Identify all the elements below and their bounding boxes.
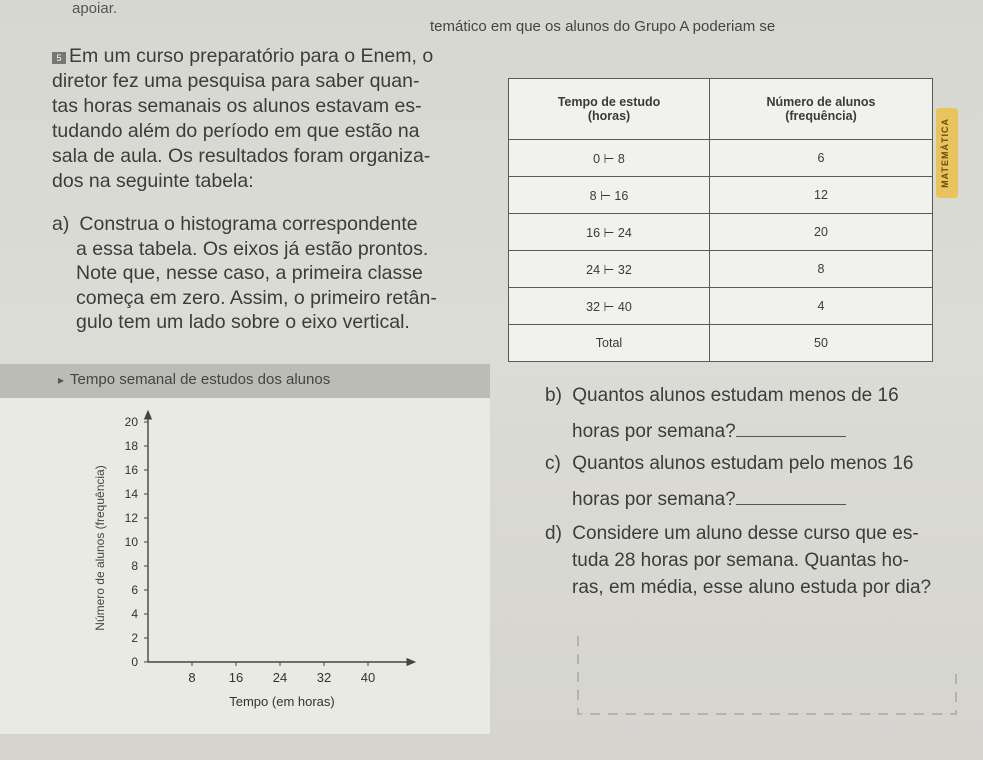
answer-blank-c[interactable] [736,490,846,505]
intro-line: diretor fez uma pesquisa para saber quan- [52,70,420,92]
y-tick-label: 6 [131,583,138,597]
item-b-label: b) [545,385,562,406]
y-tick-label: 12 [124,511,138,525]
x-axis-label: Tempo (em horas) [229,694,335,709]
table-cell-count: 6 [710,140,933,177]
item-a-line: começa em zero. Assim, o primeiro retân- [76,286,437,309]
intro-line: 5 Em um curso preparatório para o Enem, o [52,44,497,69]
item-d-label: d) [545,523,562,544]
intro-line: dos na seguinte tabela: [52,170,254,192]
table-cell-count: 8 [710,251,933,288]
table-cell-count: 12 [710,177,933,214]
y-tick-label: 2 [131,631,138,645]
table-cell-count: 20 [710,214,933,251]
table-row [509,140,933,177]
x-ticks-group [188,662,375,685]
x-tick-label: 8 [188,670,196,685]
item-d-line: ras, em média, esse aluno estuda por dia? [572,577,932,598]
table-cell-total-label: Total [509,325,710,362]
answer-blank-b[interactable] [736,422,846,437]
table-row [509,214,933,251]
table-row [509,251,933,288]
item-b [545,384,899,444]
frequency-table [508,78,933,362]
table-cell-interval: 0 ⊢ 8 [509,140,710,177]
y-tick-label: 20 [124,415,138,429]
table-header-count: Número de alunos (frequência) [710,79,933,140]
x-tick-label: 32 [316,670,332,685]
intro-line: sala de aula. Os resultados foram organiza- [52,145,431,167]
table-cell-total-value: 50 [710,325,933,362]
subject-side-tab-label: MATEMÁTICA [940,118,950,188]
table-cell-interval: 16 ⊢ 24 [509,214,710,251]
item-c-line: horas por semana? [545,488,913,512]
item-c-line: c) Quantos alunos estudam pelo menos 16 [545,453,914,474]
y-tick-label: 0 [131,655,138,669]
y-ticks-group [125,415,148,669]
item-a-line: a) Construa o histograma correspondente [52,213,418,235]
y-axis-label: Número de alunos (frequência) [93,465,107,631]
previous-text-fragment: apoiar. [72,0,118,17]
item-b-line: b) Quantos alunos estudam menos de 16 [545,385,899,406]
item-a-line: Note que, nesse caso, a primeira classe [76,262,423,284]
table-header-time: Tempo de estudo (horas) [509,79,710,140]
table-row [509,177,933,214]
item-d-line: d) Considere um aluno desse curso que es- [545,520,931,547]
problem-intro [52,44,497,194]
table-row [509,288,933,325]
y-tick-label: 16 [124,463,138,477]
y-tick-label: 18 [124,439,138,453]
y-tick-label: 14 [124,487,138,501]
answer-dashed-area[interactable] [572,634,962,718]
previous-text-line: temático em que os alunos do Grupo A poderiam se [430,18,776,35]
table-cell-interval: 24 ⊢ 32 [509,251,710,288]
x-tick-label: 40 [360,670,376,685]
x-tick-label: 16 [228,670,244,685]
histogram-axes [0,398,490,734]
item-c [545,452,913,512]
y-tick-label: 4 [131,607,138,621]
table-cell-interval: 8 ⊢ 16 [509,177,710,214]
item-a-label: a) [52,213,70,235]
item-b-line: horas por semana? [545,420,899,444]
table-cell-interval: 32 ⊢ 40 [509,288,710,325]
item-a [52,212,492,335]
x-tick-label: 24 [272,670,288,685]
item-d [545,520,931,601]
axes-group [148,414,412,662]
intro-line: tas horas semanais os alunos estavam es- [52,95,422,117]
table-cell-count: 4 [710,288,933,325]
item-a-line: gulo tem um lado sobre o eixo vertical. [76,311,410,333]
item-a-line: a essa tabela. Os eixos já estão prontos. [76,237,429,260]
intro-line: tudando além do período em que estão na [52,120,420,142]
y-tick-label: 8 [131,559,138,573]
problem-number-badge: 5 [52,52,66,64]
table-header-row [509,79,933,140]
table-total-row [509,325,933,362]
item-c-label: c) [545,453,561,474]
chart-title: ▸ Tempo semanal de estudos dos alunos [58,371,330,388]
y-tick-label: 10 [124,535,138,549]
subject-side-tab [936,108,958,198]
item-d-line: tuda 28 horas por semana. Quantas ho- [572,550,909,571]
